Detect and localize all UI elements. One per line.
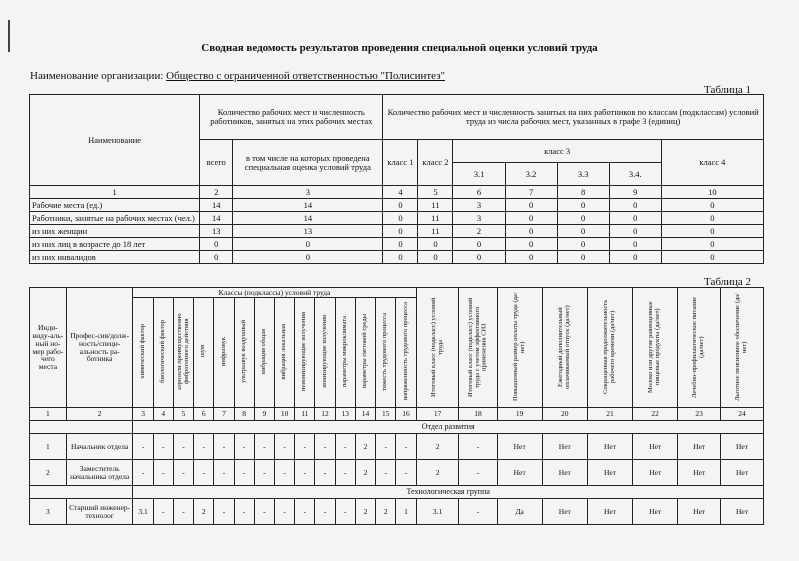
organization-line [30, 70, 445, 82]
t2-header-factor [376, 298, 396, 408]
t2-cell-final: 2 [416, 460, 459, 486]
t2-factor-cell: - [315, 499, 335, 525]
t1-cell: 0 [418, 251, 453, 264]
t1-row-name: Рабочие места (ед.) [30, 199, 200, 212]
t1-header-class2: класс 2 [418, 140, 453, 186]
t2-factor-cell: - [133, 434, 153, 460]
t2-factor-cell: 2 [355, 460, 375, 486]
t1-cell: 0 [200, 251, 233, 264]
t2-header-shorter [587, 288, 632, 408]
t1-header-incl: в том числе на которых проведена специальная оценка условий труда [233, 140, 383, 186]
t2-row-prof: Заместитель начальника отдела [66, 460, 133, 486]
t2-header-food [678, 288, 721, 408]
t2-cell-food: Нет [678, 499, 721, 525]
t1-cell: 2 [453, 225, 505, 238]
t1-cell: 0 [609, 251, 661, 264]
t2-colnum: 23 [678, 408, 721, 421]
t2-colnum: 6 [194, 408, 214, 421]
t2-factor-cell: - [254, 499, 274, 525]
t2-header-factor-text: шум [199, 345, 207, 358]
t2-cell-short: Нет [587, 499, 632, 525]
t2-column-numbers [30, 408, 764, 421]
t2-row-num: 1 [30, 434, 67, 460]
t2-factor-cell: - [214, 499, 234, 525]
t2-header-factor [355, 298, 375, 408]
t2-factor-cell: - [234, 434, 254, 460]
t2-header-pay-text: Повышенный размер оплаты труда (да/нет) [511, 292, 526, 401]
t1-cell: 0 [383, 199, 418, 212]
t2-factor-cell: 2 [194, 499, 214, 525]
t1-row [30, 225, 764, 238]
t2-factor-cell: - [194, 460, 214, 486]
t2-header-vacation [542, 288, 587, 408]
t2-colnum: 17 [416, 408, 459, 421]
t2-colnum: 22 [633, 408, 678, 421]
t2-header-factor [173, 298, 193, 408]
t2-colnum: 13 [335, 408, 355, 421]
t1-cell: 0 [383, 238, 418, 251]
t2-colnum: 4 [153, 408, 173, 421]
t2-cell-pay: Нет [497, 460, 542, 486]
t1-colnum: 6 [453, 186, 505, 199]
t2-cell-pay: Да [497, 499, 542, 525]
t1-cell: 11 [418, 212, 453, 225]
t2-factor-cell: 3.1 [133, 499, 153, 525]
t1-header-classes-group: Количество рабочих мест и численность занятых на них работников по классам (подклассам) условий труда из числа рабочих мест, указанных в графе 3 (единиц) [383, 95, 764, 140]
t2-header-factor-text: ультразвук воздушный [239, 320, 247, 384]
t1-cell: 0 [453, 251, 505, 264]
t2-header-factor [234, 298, 254, 408]
t2-factor-cell: - [214, 434, 234, 460]
t2-factor-cell: - [274, 499, 294, 525]
t2-section-row [30, 486, 764, 499]
t2-cell-food: Нет [678, 434, 721, 460]
t1-row-name: из них инвалидов [30, 251, 200, 264]
t2-header-factor [315, 298, 335, 408]
t1-cell: 0 [609, 238, 661, 251]
t2-section-row [30, 421, 764, 434]
t1-cell: 0 [557, 238, 609, 251]
t1-colnum: 8 [557, 186, 609, 199]
t2-row [30, 499, 764, 525]
t2-colnum: 24 [721, 408, 764, 421]
t1-cell: 0 [609, 212, 661, 225]
t2-factor-cell: 2 [355, 499, 375, 525]
t2-factor-cell: - [274, 434, 294, 460]
t2-header-prof: Профес-сия/долж-ность/специ-альность ра-ботника [66, 288, 133, 408]
summary-table-1 [29, 94, 764, 264]
t2-factor-cell: - [173, 434, 193, 460]
t2-factor-cell: - [295, 434, 315, 460]
t1-colnum: 1 [30, 186, 200, 199]
t1-header-class4: класс 4 [661, 140, 763, 186]
t1-colnum: 10 [661, 186, 763, 199]
t2-cell-pens: Нет [721, 499, 764, 525]
t1-header-class3: класс 3 [453, 140, 661, 163]
t1-cell: 3 [453, 212, 505, 225]
t2-header-pay [497, 288, 542, 408]
t1-cell: 0 [661, 251, 763, 264]
t2-colnum: 11 [295, 408, 315, 421]
t1-cell: 0 [383, 212, 418, 225]
t1-cell: 0 [505, 212, 557, 225]
t2-row-num: 3 [30, 499, 67, 525]
t2-header-food-text: Лечебно-профилактическое питание (да/нет) [691, 296, 706, 398]
t1-cell: 0 [383, 225, 418, 238]
t2-colnum: 20 [542, 408, 587, 421]
t2-header-factor-text: неионизирующие излучения [300, 312, 308, 392]
t1-header-c34: 3.4. [609, 163, 661, 186]
t1-cell: 0 [661, 199, 763, 212]
t2-cell-food: Нет [678, 460, 721, 486]
t2-factor-cell: - [335, 434, 355, 460]
t1-cell: 0 [557, 212, 609, 225]
t2-colnum: 3 [133, 408, 153, 421]
t2-factor-cell: - [315, 460, 335, 486]
t2-header-factor-text: биологический фактор [158, 320, 166, 384]
t2-header-final-class-siz [459, 288, 497, 408]
t2-cell-vac: Нет [542, 460, 587, 486]
t2-colnum: 18 [459, 408, 497, 421]
t2-colnum: 7 [214, 408, 234, 421]
t2-factor-cell: - [173, 460, 193, 486]
t1-row [30, 251, 764, 264]
t2-header-vacation-text: Ежегодный дополнительный оплачиваемый отпуск (да/нет) [556, 304, 571, 389]
t2-colnum: 8 [234, 408, 254, 421]
t1-colnum: 4 [383, 186, 418, 199]
t2-factor-cell: - [376, 460, 396, 486]
t2-factor-cell: - [153, 460, 173, 486]
t2-factor-cell: - [173, 499, 193, 525]
t2-factor-cell: - [254, 460, 274, 486]
t1-cell: 0 [661, 238, 763, 251]
t2-factor-cell: - [376, 434, 396, 460]
t2-factor-cell: - [396, 434, 416, 460]
t2-colnum: 1 [30, 408, 67, 421]
t2-header-final-class [416, 288, 459, 408]
t2-factor-cell: 2 [355, 434, 375, 460]
t2-header-factor-text: напряженность трудового процесса [401, 302, 409, 401]
t1-row-name: Работники, занятые на рабочих местах (чел.) [30, 212, 200, 225]
t1-cell: 11 [418, 225, 453, 238]
t1-cell: 0 [505, 199, 557, 212]
t2-factor-cell: - [133, 460, 153, 486]
t2-header-factor-text: инфразвук [219, 336, 227, 367]
t2-header-factor [396, 298, 416, 408]
t1-cell: 0 [453, 238, 505, 251]
t2-header-pension-text: Льготное пенсионное обеспечение (да/нет) [734, 292, 749, 401]
t2-header-factor-text: химический фактор [138, 324, 146, 379]
t2-header-factor [254, 298, 274, 408]
t2-cell-vac: Нет [542, 499, 587, 525]
t2-cell-final: 3.1 [416, 499, 459, 525]
t1-colnum: 2 [200, 186, 233, 199]
t2-row-num: 2 [30, 460, 67, 486]
t2-colnum: 15 [376, 408, 396, 421]
t2-header-factor [274, 298, 294, 408]
t2-factor-cell: - [254, 434, 274, 460]
t2-header-factor [153, 298, 173, 408]
t2-cell-short: Нет [587, 460, 632, 486]
t2-header-factor [194, 298, 214, 408]
t2-colnum: 14 [355, 408, 375, 421]
t2-header-final-class-text: Итоговый класс (подкласс) условий труда [429, 296, 444, 397]
t1-colnum: 7 [505, 186, 557, 199]
t2-colnum: 12 [315, 408, 335, 421]
t2-header-factor-text: вибрация общая [259, 329, 267, 375]
t1-header-total: всего [200, 140, 233, 186]
t1-cell: 14 [233, 212, 383, 225]
t1-cell: 0 [661, 225, 763, 238]
t2-row [30, 434, 764, 460]
t2-colnum: 16 [396, 408, 416, 421]
t1-row [30, 199, 764, 212]
t2-factor-cell: - [335, 460, 355, 486]
t1-header-c32: 3.2 [505, 163, 557, 186]
t1-cell: 0 [557, 225, 609, 238]
t1-colnum: 3 [233, 186, 383, 199]
t1-header-c33: 3.3 [557, 163, 609, 186]
t2-header-milk [633, 288, 678, 408]
t2-cell-final: 2 [416, 434, 459, 460]
t2-header-num: Инди-виду-аль-ный но-мер рабо-чего места [30, 288, 67, 408]
t2-factor-cell: - [295, 460, 315, 486]
t2-header-factor-text: тяжесть трудового процесса [381, 312, 389, 391]
t1-header-c31: 3.1 [453, 163, 505, 186]
t1-cell: 0 [200, 238, 233, 251]
t1-cell: 0 [661, 212, 763, 225]
t1-cell: 14 [200, 212, 233, 225]
t2-header-factor-text: ионизирующие излучения [320, 315, 328, 388]
t2-row [30, 460, 764, 486]
t2-header-factor [295, 298, 315, 408]
t1-cell: 0 [233, 251, 383, 264]
t1-row-name: из них лиц в возрасте до 18 лет [30, 238, 200, 251]
t1-cell: 0 [609, 225, 661, 238]
t1-cell: 0 [383, 251, 418, 264]
t2-header-classes-group: Классы (подклассы) условий труда [133, 288, 416, 298]
t1-header-name: Наименование [30, 95, 200, 186]
t2-cell-pay: Нет [497, 434, 542, 460]
t2-header-factor [133, 298, 153, 408]
t2-section-title: Технологическая группа [133, 486, 764, 499]
t1-cell: 3 [453, 199, 505, 212]
t1-column-numbers [30, 186, 764, 199]
t1-cell: 0 [505, 225, 557, 238]
t1-cell: 13 [233, 225, 383, 238]
t2-colnum: 19 [497, 408, 542, 421]
t2-header-factor-text: вибрация локальная [280, 323, 288, 380]
workplace-table-2 [29, 287, 764, 525]
t1-row-name: из них женщин [30, 225, 200, 238]
t2-header-factor-text: параметры световой среды [361, 314, 369, 389]
t2-cell-milk: Нет [633, 460, 678, 486]
t2-factor-cell: 1 [396, 499, 416, 525]
t1-cell: 0 [233, 238, 383, 251]
t2-colnum: 10 [274, 408, 294, 421]
t2-cell-pens: Нет [721, 434, 764, 460]
t2-factor-cell: - [234, 460, 254, 486]
t1-row [30, 238, 764, 251]
t2-factor-cell: - [214, 460, 234, 486]
t2-cell-final-siz: - [459, 460, 497, 486]
t2-factor-cell: - [396, 460, 416, 486]
t1-cell: 14 [200, 199, 233, 212]
t2-factor-cell: - [234, 499, 254, 525]
t2-colnum: 2 [66, 408, 133, 421]
t2-section-title: Отдел развития [133, 421, 764, 434]
table1-label: Таблица 1 [704, 84, 752, 96]
t2-factor-cell: - [194, 434, 214, 460]
t1-header-class1: класс 1 [383, 140, 418, 186]
t2-cell-final-siz: - [459, 499, 497, 525]
t1-cell: 0 [505, 238, 557, 251]
t2-header-factor-text: параметры микроклимата [340, 315, 348, 388]
t2-cell-vac: Нет [542, 434, 587, 460]
organization-name: Общество с ограниченной ответственностью "Полисинтез" [166, 70, 446, 82]
t2-factor-cell: - [274, 460, 294, 486]
t1-cell: 0 [418, 238, 453, 251]
t2-row-prof: Начальник отдела [66, 434, 133, 460]
t2-cell-milk: Нет [633, 499, 678, 525]
document-title: Сводная ведомость результатов проведения специальной оценки условий труда [201, 42, 598, 54]
table2-label: Таблица 2 [704, 276, 752, 288]
t2-header-factor-text: аэрозоли преимущественно фиброгенного действия [175, 313, 190, 390]
t2-cell-milk: Нет [633, 434, 678, 460]
t1-cell: 0 [557, 251, 609, 264]
t2-cell-final-siz: - [459, 434, 497, 460]
t2-header-factor [214, 298, 234, 408]
t2-factor-cell: - [153, 499, 173, 525]
t2-header-pension [721, 288, 764, 408]
t1-cell: 14 [233, 199, 383, 212]
t1-header-count-group: Количество рабочих мест и численность работников, занятых на этих рабочих местах [200, 95, 383, 140]
t2-colnum: 21 [587, 408, 632, 421]
t2-factor-cell: - [295, 499, 315, 525]
t2-cell-short: Нет [587, 434, 632, 460]
t2-cell-pens: Нет [721, 460, 764, 486]
t2-factor-cell: 2 [376, 499, 396, 525]
t1-colnum: 5 [418, 186, 453, 199]
t2-header-milk-text: Молоко или другие равноценные пищевые продукты (да/нет) [647, 300, 662, 393]
t1-cell: 13 [200, 225, 233, 238]
t2-header-shorter-text: Сокращенная продолжительность рабочего времени (да/нет) [602, 299, 616, 394]
t1-row [30, 212, 764, 225]
t1-cell: 0 [557, 199, 609, 212]
t2-colnum: 5 [173, 408, 193, 421]
t2-row-prof: Старший инженер-технолог [66, 499, 133, 525]
t2-factor-cell: - [315, 434, 335, 460]
t1-colnum: 9 [609, 186, 661, 199]
t2-header-final-class-siz-text: Итоговый класс (подкласс) условий труда с учетом эффективного применения СИЗ [466, 296, 488, 397]
t2-colnum: 9 [254, 408, 274, 421]
t2-factor-cell: - [335, 499, 355, 525]
organization-label: Наименование организации: [30, 70, 164, 82]
t2-factor-cell: - [153, 434, 173, 460]
t1-cell: 0 [505, 251, 557, 264]
t2-header-factor [335, 298, 355, 408]
t1-cell: 11 [418, 199, 453, 212]
t1-cell: 0 [609, 199, 661, 212]
